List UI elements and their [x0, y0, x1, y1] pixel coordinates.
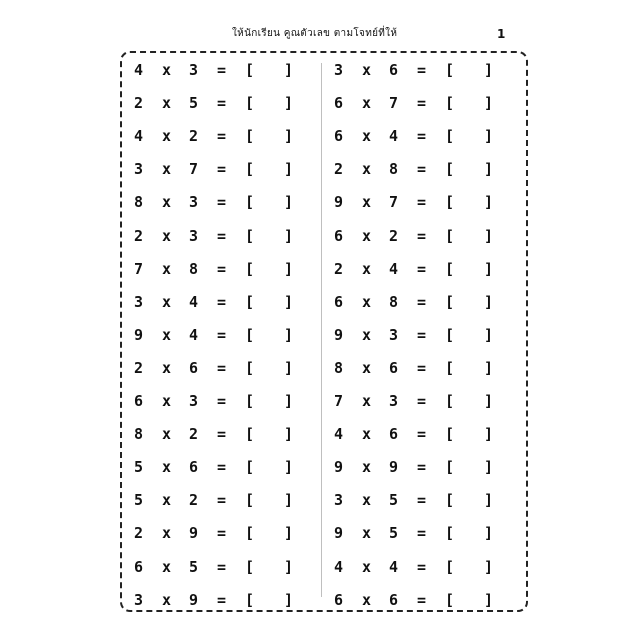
- answer-close-bracket[interactable]: ]: [484, 590, 494, 609]
- equals-sign: =: [417, 61, 427, 79]
- answer-close-bracket[interactable]: ]: [284, 358, 294, 377]
- equals-sign: =: [217, 590, 227, 609]
- answer-close-bracket[interactable]: ]: [484, 160, 494, 179]
- answer-close-bracket[interactable]: ]: [484, 458, 494, 477]
- multiplier: 9: [389, 458, 399, 477]
- times-sign: x: [362, 458, 372, 477]
- problem-row: [322, 158, 522, 180]
- problem-row: [122, 522, 322, 544]
- equals-sign: =: [417, 193, 427, 212]
- instruction-title: ให้นักเรียน คูณตัวเลข ตามโจทย์ที่ให้: [232, 28, 398, 39]
- multiplier: 2: [189, 127, 199, 146]
- answer-open-bracket[interactable]: [: [445, 160, 455, 179]
- problem-row: [322, 258, 522, 280]
- problem-row: [122, 489, 322, 511]
- times-sign: x: [162, 491, 172, 510]
- multiplier: 8: [389, 160, 399, 179]
- answer-open-bracket[interactable]: [: [245, 425, 255, 444]
- equals-sign: =: [217, 127, 227, 146]
- answer-close-bracket[interactable]: ]: [484, 94, 494, 113]
- times-sign: x: [362, 392, 372, 410]
- multiplier: 6: [389, 590, 399, 609]
- times-sign: x: [362, 325, 372, 344]
- multiplicand: 3: [134, 160, 144, 179]
- multiplier: 4: [189, 325, 199, 344]
- problem-row: [322, 125, 522, 147]
- answer-open-bracket[interactable]: [: [445, 292, 455, 311]
- answer-close-bracket[interactable]: ]: [284, 259, 294, 278]
- answer-open-bracket[interactable]: [: [245, 524, 255, 543]
- equals-sign: =: [417, 358, 427, 377]
- multiplier: 3: [189, 61, 199, 79]
- answer-close-bracket[interactable]: ]: [284, 127, 294, 146]
- equals-sign: =: [217, 325, 227, 344]
- answer-open-bracket[interactable]: [: [445, 259, 455, 278]
- answer-close-bracket[interactable]: ]: [284, 590, 294, 609]
- multiplicand: 6: [134, 557, 144, 576]
- multiplicand: 3: [134, 590, 144, 609]
- equals-sign: =: [417, 160, 427, 179]
- times-sign: x: [162, 292, 172, 311]
- problem-row: [322, 357, 522, 379]
- answer-open-bracket[interactable]: [: [245, 259, 255, 278]
- times-sign: x: [362, 61, 372, 79]
- equals-sign: =: [417, 226, 427, 245]
- times-sign: x: [162, 458, 172, 477]
- answer-open-bracket[interactable]: [: [445, 425, 455, 444]
- multiplier: 4: [189, 292, 199, 311]
- answer-open-bracket[interactable]: [: [445, 524, 455, 543]
- multiplier: 3: [189, 226, 199, 245]
- equals-sign: =: [217, 61, 227, 79]
- multiplicand: 6: [334, 94, 344, 113]
- equals-sign: =: [217, 491, 227, 510]
- answer-open-bracket[interactable]: [: [445, 226, 455, 245]
- answer-close-bracket[interactable]: ]: [484, 491, 494, 510]
- problem-row: [322, 589, 522, 611]
- page-number: 1: [497, 27, 506, 41]
- multiplicand: 2: [334, 160, 344, 179]
- times-sign: x: [362, 425, 372, 444]
- answer-open-bracket[interactable]: [: [245, 392, 255, 410]
- problem-row: [322, 291, 522, 313]
- answer-open-bracket[interactable]: [: [245, 458, 255, 477]
- answer-close-bracket[interactable]: ]: [284, 292, 294, 311]
- page-header: [0, 24, 640, 44]
- answer-open-bracket[interactable]: [: [445, 61, 455, 79]
- problem-row: [122, 59, 322, 81]
- multiplier: 4: [389, 557, 399, 576]
- times-sign: x: [362, 226, 372, 245]
- times-sign: x: [362, 127, 372, 146]
- answer-close-bracket[interactable]: ]: [284, 226, 294, 245]
- answer-close-bracket[interactable]: ]: [284, 524, 294, 543]
- answer-close-bracket[interactable]: ]: [284, 193, 294, 212]
- multiplier: 5: [389, 491, 399, 510]
- problem-row: [122, 456, 322, 478]
- equals-sign: =: [217, 557, 227, 576]
- answer-close-bracket[interactable]: ]: [484, 127, 494, 146]
- problem-row: [322, 225, 522, 247]
- multiplicand: 6: [334, 226, 344, 245]
- multiplicand: 3: [334, 491, 344, 510]
- multiplier: 3: [189, 193, 199, 212]
- problem-row: [122, 423, 322, 445]
- equals-sign: =: [417, 127, 427, 146]
- problem-row: [122, 357, 322, 379]
- equals-sign: =: [217, 292, 227, 311]
- answer-open-bracket[interactable]: [: [245, 94, 255, 113]
- multiplicand: 9: [334, 325, 344, 344]
- multiplicand: 6: [334, 292, 344, 311]
- multiplicand: 9: [334, 524, 344, 543]
- multiplier: 9: [189, 590, 199, 609]
- equals-sign: =: [217, 259, 227, 278]
- equals-sign: =: [417, 491, 427, 510]
- problem-row: [322, 489, 522, 511]
- multiplicand: 7: [334, 392, 344, 410]
- problem-row: [322, 324, 522, 346]
- multiplier: 3: [189, 392, 199, 410]
- problem-row: [122, 258, 322, 280]
- answer-close-bracket[interactable]: ]: [484, 358, 494, 377]
- equals-sign: =: [217, 425, 227, 444]
- multiplier: 8: [389, 292, 399, 311]
- problem-row: [122, 390, 322, 412]
- answer-open-bracket[interactable]: [: [245, 160, 255, 179]
- equals-sign: =: [217, 458, 227, 477]
- multiplier: 6: [389, 425, 399, 444]
- times-sign: x: [162, 557, 172, 576]
- answer-close-bracket[interactable]: ]: [484, 557, 494, 576]
- equals-sign: =: [417, 259, 427, 278]
- times-sign: x: [162, 524, 172, 543]
- answer-open-bracket[interactable]: [: [445, 590, 455, 609]
- multiplier: 5: [189, 557, 199, 576]
- equals-sign: =: [417, 458, 427, 477]
- answer-open-bracket[interactable]: [: [245, 292, 255, 311]
- multiplicand: 6: [134, 392, 144, 410]
- times-sign: x: [162, 127, 172, 146]
- problem-row: [322, 191, 522, 213]
- equals-sign: =: [217, 392, 227, 410]
- equals-sign: =: [417, 557, 427, 576]
- problem-row: [322, 423, 522, 445]
- answer-open-bracket[interactable]: [: [445, 325, 455, 344]
- multiplicand: 2: [134, 358, 144, 377]
- problem-row: [122, 556, 322, 578]
- multiplier: 2: [189, 491, 199, 510]
- multiplicand: 9: [334, 193, 344, 212]
- multiplicand: 8: [134, 425, 144, 444]
- answer-close-bracket[interactable]: ]: [484, 392, 494, 410]
- answer-close-bracket[interactable]: ]: [484, 425, 494, 444]
- multiplicand: 6: [334, 127, 344, 146]
- times-sign: x: [162, 392, 172, 410]
- equals-sign: =: [217, 94, 227, 113]
- multiplicand: 6: [334, 590, 344, 609]
- multiplicand: 8: [134, 193, 144, 212]
- equals-sign: =: [417, 292, 427, 311]
- times-sign: x: [162, 94, 172, 113]
- equals-sign: =: [417, 392, 427, 410]
- multiplier: 9: [189, 524, 199, 543]
- times-sign: x: [362, 292, 372, 311]
- times-sign: x: [162, 160, 172, 179]
- problem-row: [322, 522, 522, 544]
- multiplicand: 5: [134, 491, 144, 510]
- times-sign: x: [362, 491, 372, 510]
- answer-close-bracket[interactable]: ]: [484, 193, 494, 212]
- times-sign: x: [362, 94, 372, 113]
- multiplicand: 4: [134, 127, 144, 146]
- answer-close-bracket[interactable]: ]: [284, 325, 294, 344]
- answer-open-bracket[interactable]: [: [245, 491, 255, 510]
- multiplicand: 2: [134, 524, 144, 543]
- multiplier: 4: [389, 259, 399, 278]
- multiplier: 2: [189, 425, 199, 444]
- problem-row: [122, 225, 322, 247]
- multiplier: 3: [389, 392, 399, 410]
- times-sign: x: [362, 590, 372, 609]
- times-sign: x: [162, 259, 172, 278]
- answer-open-bracket[interactable]: [: [245, 127, 255, 146]
- multiplier: 6: [389, 358, 399, 377]
- answer-close-bracket[interactable]: ]: [284, 392, 294, 410]
- answer-open-bracket[interactable]: [: [245, 193, 255, 212]
- times-sign: x: [362, 160, 372, 179]
- answer-close-bracket[interactable]: ]: [284, 425, 294, 444]
- problem-row: [322, 556, 522, 578]
- multiplicand: 2: [134, 226, 144, 245]
- problem-row: [122, 291, 322, 313]
- answer-close-bracket[interactable]: ]: [284, 491, 294, 510]
- times-sign: x: [162, 226, 172, 245]
- times-sign: x: [162, 425, 172, 444]
- answer-open-bracket[interactable]: [: [445, 358, 455, 377]
- multiplier: 6: [389, 61, 399, 79]
- multiplier: 6: [189, 458, 199, 477]
- multiplier: 2: [389, 226, 399, 245]
- multiplier: 8: [189, 259, 199, 278]
- problem-row: [322, 59, 522, 81]
- multiplicand: 9: [334, 458, 344, 477]
- multiplier: 3: [389, 325, 399, 344]
- problem-row: [322, 92, 522, 114]
- times-sign: x: [162, 61, 172, 79]
- times-sign: x: [362, 259, 372, 278]
- times-sign: x: [362, 524, 372, 543]
- multiplicand: 9: [134, 325, 144, 344]
- answer-open-bracket[interactable]: [: [445, 557, 455, 576]
- multiplier: 4: [389, 127, 399, 146]
- multiplier: 7: [389, 94, 399, 113]
- answer-close-bracket[interactable]: ]: [484, 259, 494, 278]
- worksheet-frame: [120, 51, 528, 612]
- multiplicand: 4: [134, 61, 144, 79]
- multiplicand: 7: [134, 259, 144, 278]
- multiplier: 5: [389, 524, 399, 543]
- answer-open-bracket[interactable]: [: [445, 392, 455, 410]
- equals-sign: =: [417, 425, 427, 444]
- multiplicand: 3: [134, 292, 144, 311]
- problem-row: [322, 390, 522, 412]
- multiplicand: 4: [334, 557, 344, 576]
- problem-row: [322, 456, 522, 478]
- answer-open-bracket[interactable]: [: [245, 325, 255, 344]
- multiplicand: 3: [334, 61, 344, 79]
- times-sign: x: [162, 193, 172, 212]
- answer-close-bracket[interactable]: ]: [284, 458, 294, 477]
- multiplicand: 5: [134, 458, 144, 477]
- times-sign: x: [162, 325, 172, 344]
- times-sign: x: [362, 358, 372, 377]
- answer-close-bracket[interactable]: ]: [484, 61, 494, 79]
- problem-row: [122, 191, 322, 213]
- multiplicand: 2: [134, 94, 144, 113]
- multiplier: 7: [189, 160, 199, 179]
- answer-open-bracket[interactable]: [: [245, 358, 255, 377]
- answer-open-bracket[interactable]: [: [245, 557, 255, 576]
- problem-row: [122, 158, 322, 180]
- answer-close-bracket[interactable]: ]: [484, 524, 494, 543]
- equals-sign: =: [217, 226, 227, 245]
- answer-open-bracket[interactable]: [: [445, 458, 455, 477]
- equals-sign: =: [217, 193, 227, 212]
- times-sign: x: [162, 358, 172, 377]
- equals-sign: =: [417, 325, 427, 344]
- problem-row: [122, 324, 322, 346]
- answer-close-bracket[interactable]: ]: [284, 94, 294, 113]
- answer-close-bracket[interactable]: ]: [284, 61, 294, 79]
- equals-sign: =: [417, 590, 427, 609]
- answer-open-bracket[interactable]: [: [445, 127, 455, 146]
- problem-row: [122, 125, 322, 147]
- answer-open-bracket[interactable]: [: [245, 590, 255, 609]
- equals-sign: =: [417, 524, 427, 543]
- equals-sign: =: [217, 524, 227, 543]
- problem-row: [122, 92, 322, 114]
- multiplicand: 8: [334, 358, 344, 377]
- multiplier: 7: [389, 193, 399, 212]
- multiplier: 6: [189, 358, 199, 377]
- equals-sign: =: [217, 358, 227, 377]
- times-sign: x: [362, 193, 372, 212]
- answer-close-bracket[interactable]: ]: [484, 325, 494, 344]
- answer-open-bracket[interactable]: [: [245, 61, 255, 79]
- equals-sign: =: [417, 94, 427, 113]
- multiplicand: 2: [334, 259, 344, 278]
- multiplicand: 4: [334, 425, 344, 444]
- answer-close-bracket[interactable]: ]: [284, 557, 294, 576]
- times-sign: x: [162, 590, 172, 609]
- answer-open-bracket[interactable]: [: [245, 226, 255, 245]
- answer-open-bracket[interactable]: [: [445, 193, 455, 212]
- equals-sign: =: [217, 160, 227, 179]
- multiplier: 5: [189, 94, 199, 113]
- answer-close-bracket[interactable]: ]: [284, 160, 294, 179]
- times-sign: x: [362, 557, 372, 576]
- problem-row: [122, 589, 322, 611]
- answer-open-bracket[interactable]: [: [445, 491, 455, 510]
- answer-close-bracket[interactable]: ]: [484, 292, 494, 311]
- answer-open-bracket[interactable]: [: [445, 94, 455, 113]
- answer-close-bracket[interactable]: ]: [484, 226, 494, 245]
